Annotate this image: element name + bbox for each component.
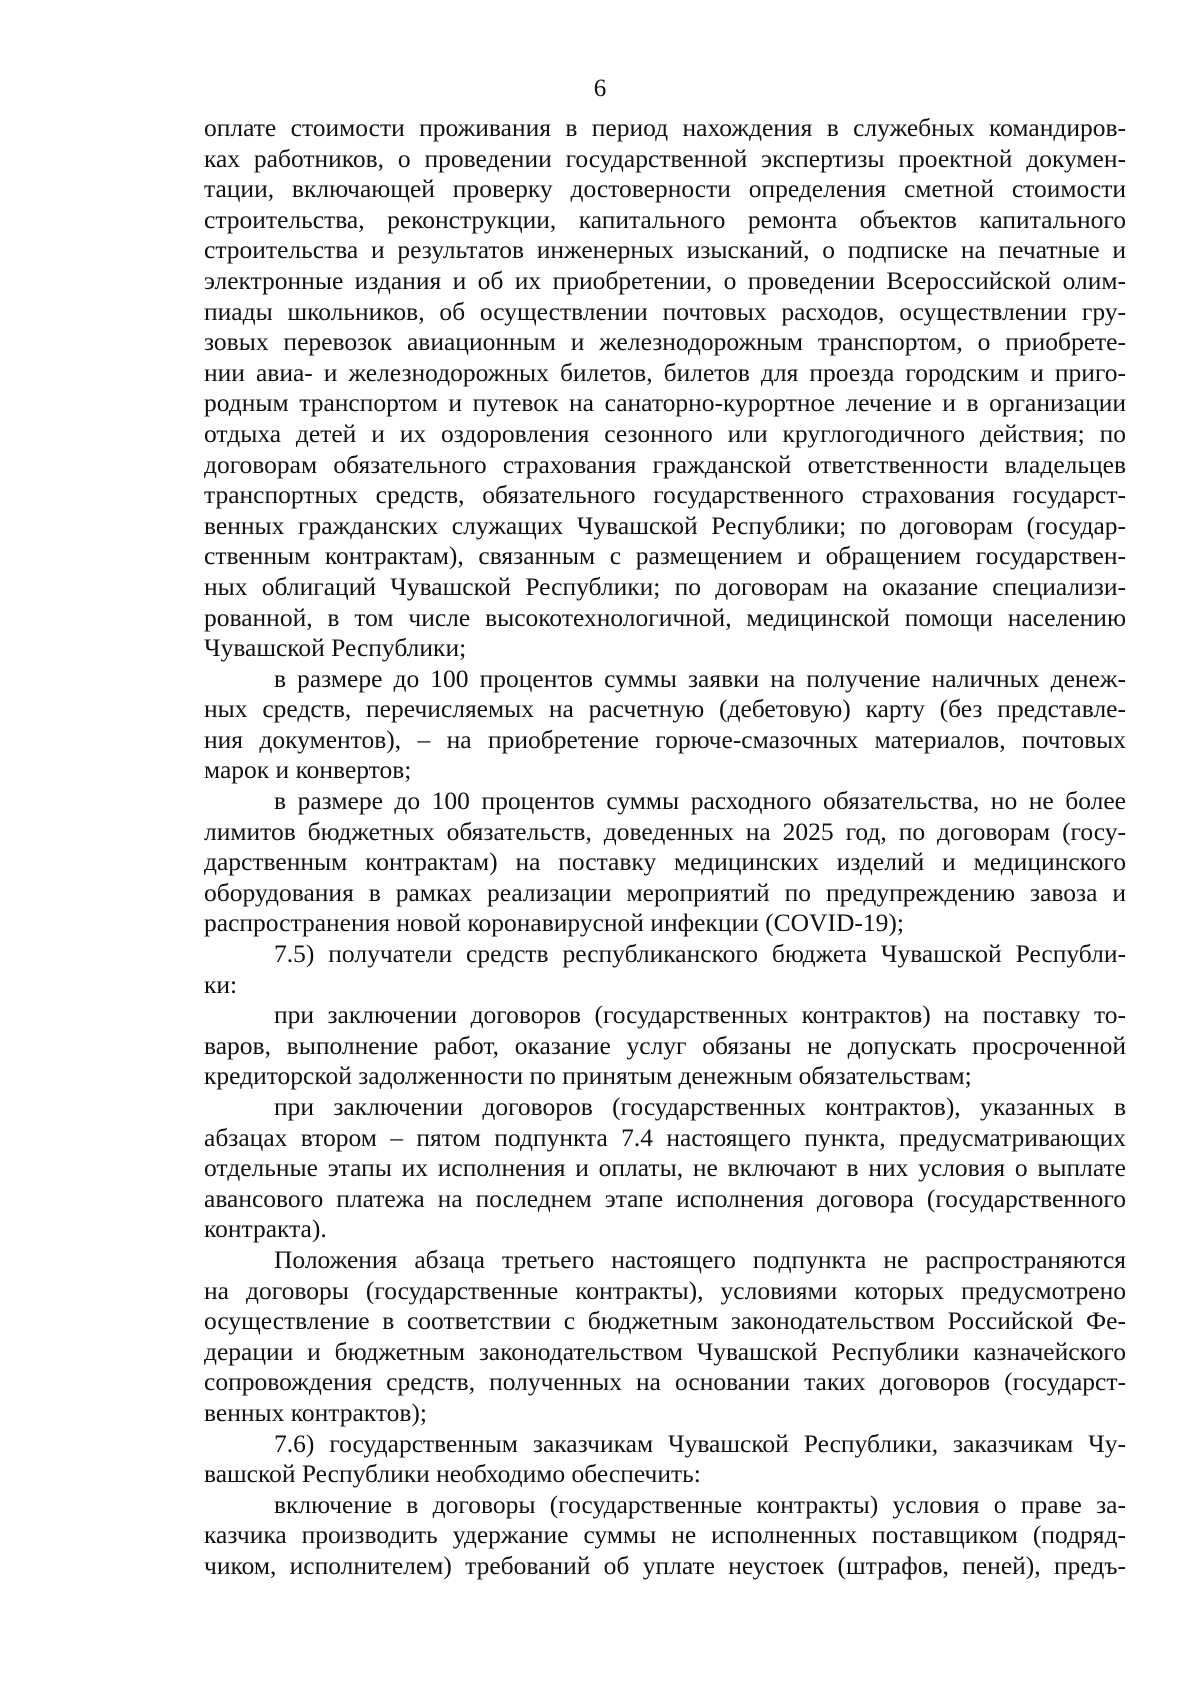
paragraph-p8	[204, 1429, 1126, 1490]
paragraph-line: включение в договоры (государственные контракты) условия о праве за-	[274, 1489, 1126, 1519]
paragraph-line: сопровождения средств, полученных на основании таких договоров (государст-	[204, 1367, 1126, 1397]
paragraph-line: пиады школьников, об осуществлении почтовых расходов, осуществлении гру-	[204, 296, 1126, 326]
paragraph-line: ственным контрактам), связанным с размещением и обращением государствен-	[204, 541, 1126, 571]
paragraph-line: 7.6) государственным заказчикам Чувашской Республики, заказчикам Чу-	[274, 1428, 1126, 1458]
paragraph-line: тации, включающей проверку достоверности определения сметной стоимости	[204, 174, 1126, 204]
paragraph-line: при заключении договоров (государственных контрактов) на поставку то-	[274, 1000, 1126, 1030]
paragraph-line: нии авиа- и железнодорожных билетов, билетов для проезда городским и приго-	[204, 357, 1126, 387]
paragraph-p2	[204, 664, 1126, 786]
paragraph-line: строительства и результатов инженерных изысканий, о подписке на печатные и	[204, 235, 1126, 265]
paragraph-line: Положения абзаца третьего настоящего подпункта не распространяются	[274, 1244, 1126, 1274]
paragraph-line: абзацах втором – пятом подпункта 7.4 настоящего пункта, предусматривающих	[204, 1122, 1126, 1152]
paragraph-line: отдельные этапы их исполнения и оплаты, не включают в них условия о выплате	[204, 1153, 1126, 1183]
paragraph-line: кредиторской задолженности по принятым денежным обязательствам;	[204, 1061, 972, 1091]
paragraph-line: Чувашской Республики;	[204, 633, 467, 663]
paragraph-p6	[204, 1092, 1126, 1245]
paragraph-line: венных контрактов);	[204, 1397, 428, 1427]
paragraph-line: авансового платежа на последнем этапе исполнения договора (государственного	[204, 1183, 1126, 1213]
paragraph-p3	[204, 786, 1126, 939]
paragraph-line: вашской Республики необходимо обеспечить:	[204, 1459, 701, 1489]
paragraph-p4	[204, 939, 1126, 1000]
paragraph-p5	[204, 1000, 1126, 1092]
paragraph-p7	[204, 1245, 1126, 1429]
paragraph-p9	[204, 1490, 1126, 1582]
paragraph-line: распространения новой коронавирусной инфекции (COVID-19);	[204, 908, 904, 938]
paragraph-line: электронные издания и об их приобретении, о проведении Всероссийской олим-	[204, 265, 1126, 295]
paragraph-line: венных гражданских служащих Чувашской Республики; по договорам (государ-	[204, 510, 1126, 540]
paragraph-line: в размере до 100 процентов суммы расходного обязательства, но не более	[274, 786, 1126, 816]
paragraph-line: в размере до 100 процентов суммы заявки на получение наличных денеж-	[274, 663, 1126, 693]
paragraph-line: ных средств, перечисляемых на расчетную (дебетовую) карту (без представле-	[204, 694, 1126, 724]
paragraph-line: дарственным контрактам) на поставку медицинских изделий и медицинского	[204, 847, 1126, 877]
paragraph-line: ках работников, о проведении государственной экспертизы проектной докумен-	[204, 143, 1126, 173]
paragraph-line: дерации и бюджетным законодательством Чувашской Республики казначейского	[204, 1336, 1126, 1366]
paragraph-line: марок и конвертов;	[204, 755, 412, 785]
paragraph-line: варов, выполнение работ, оказание услуг обязаны не допускать просроченной	[204, 1030, 1126, 1060]
paragraph-line: оплате стоимости проживания в период нахождения в служебных командиров-	[204, 113, 1126, 142]
paragraph-line: транспортных средств, обязательного государственного страхования государст-	[204, 480, 1126, 510]
paragraph-line: зовых перевозок авиационным и железнодорожным транспортом, о приобрете-	[204, 327, 1126, 357]
paragraph-line: ки:	[204, 969, 238, 999]
paragraph-line: чиком, исполнителем) требований об уплате неустоек (штрафов, пеней), предъ-	[204, 1550, 1126, 1580]
paragraph-line: контракта).	[204, 1214, 327, 1244]
paragraph-line: рованной, в том числе высокотехнологичной, медицинской помощи населению	[204, 602, 1126, 632]
paragraph-line: отдыха детей и их оздоровления сезонного или круглогодичного действия; по	[204, 418, 1126, 448]
paragraph-line: строительства, реконструкции, капитального ремонта объектов капитального	[204, 204, 1126, 234]
paragraph-line: оборудования в рамках реализации мероприятий по предупреждению завоза и	[204, 877, 1126, 907]
document-body	[204, 113, 1126, 1582]
paragraph-line: 7.5) получатели средств республиканского бюджета Чувашской Республи-	[274, 939, 1126, 969]
paragraph-line: ных облигаций Чувашской Республики; по договорам на оказание специализи-	[204, 571, 1126, 601]
paragraph-line: родным транспортом и путевок на санаторно-курортное лечение и в организации	[204, 388, 1126, 418]
paragraph-line: при заключении договоров (государственных контрактов), указанных в	[274, 1092, 1126, 1121]
paragraph-line: казчика производить удержание суммы не исполненных поставщиком (подряд-	[204, 1520, 1126, 1550]
paragraph-line: на договоры (государственные контракты), условиями которых предусмотрено	[204, 1275, 1126, 1305]
paragraph-line: осуществление в соответствии с бюджетным законодательством Российской Фе-	[204, 1306, 1126, 1336]
paragraph-p1	[204, 113, 1126, 664]
paragraph-line: ния документов), – на приобретение горюче-смазочных материалов, почтовых	[204, 724, 1126, 754]
page-number: 6	[593, 75, 607, 102]
paragraph-line: лимитов бюджетных обязательств, доведенных на 2025 год, по договорам (госу-	[204, 816, 1126, 846]
paragraph-line: договорам обязательного страхования гражданской ответственности владельцев	[204, 449, 1126, 479]
